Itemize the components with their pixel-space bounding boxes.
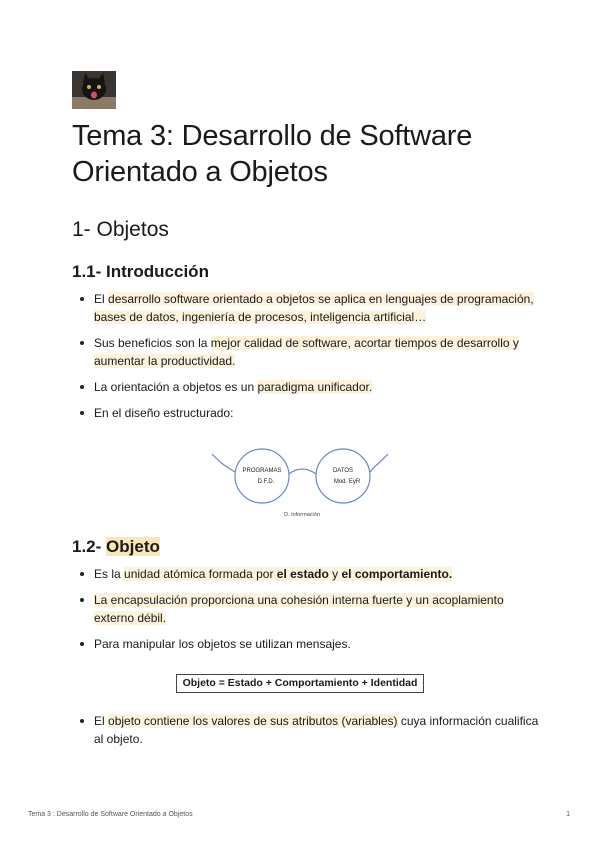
section-heading: 1- Objetos xyxy=(72,218,169,241)
intro-list xyxy=(72,290,542,430)
dfd-label: D.F.D. xyxy=(257,479,275,485)
data-label: DATOS xyxy=(332,468,354,474)
object-formula: Objeto = Estado + Comportamiento + Identidad xyxy=(176,674,424,693)
list-item: El objeto contiene los valores de sus atributos (variables) cuya información cualifica al objeto. xyxy=(72,712,542,748)
list-item: El desarrollo software orientado a objetos se aplica en lenguajes de programación, bases de datos, ingeniería de procesos, inteligencia artificial… xyxy=(72,290,542,326)
page-number: 1 xyxy=(566,811,570,818)
object-list-continued xyxy=(72,712,542,756)
object-heading: 1.2- Objeto xyxy=(72,537,160,556)
info-label: D. Información xyxy=(284,512,320,518)
list-item: La orientación a objetos es un paradigma unificador. xyxy=(72,378,542,396)
list-item: La encapsulación proporciona una cohesión interna fuerte y un acoplamiento externo débil. xyxy=(72,591,542,627)
list-item: Para manipular los objetos se utilizan mensajes. xyxy=(72,635,542,653)
programs-label: PROGRAMAS xyxy=(242,468,282,474)
er-model-label: Mod. EyR xyxy=(333,479,361,485)
list-item: Sus beneficios son la mejor calidad de software, acortar tiempos de desarrollo y aumentar la productividad. xyxy=(72,334,542,370)
list-item: En el diseño estructurado: xyxy=(72,404,542,422)
page-footer: Tema 3 : Desarrollo de Software Orientado a Objetos xyxy=(28,811,193,818)
structured-design-diagram xyxy=(210,446,390,518)
page-title: Tema 3: Desarrollo de Software Orientado a Objetos xyxy=(72,120,473,188)
author-avatar xyxy=(72,71,116,109)
object-list xyxy=(72,565,542,661)
intro-heading: 1.1- Introducción xyxy=(72,262,209,281)
list-item: Es la unidad atómica formada por el estado y el comportamiento. xyxy=(72,565,542,583)
programs-circle xyxy=(235,449,289,503)
data-circle xyxy=(316,449,370,503)
